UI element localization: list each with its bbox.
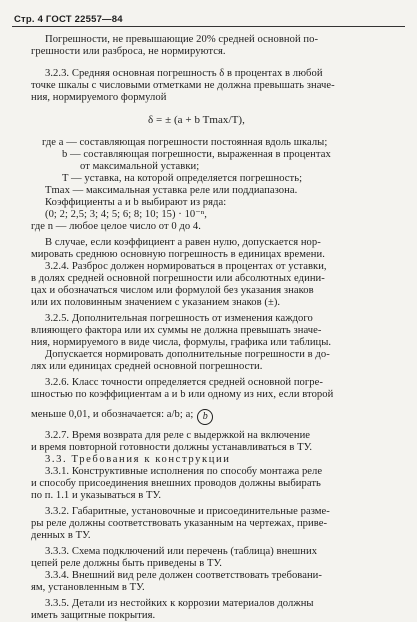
text-line: 3.3. Требования к конструкции (45, 454, 231, 465)
text-line: денных в ТУ. (31, 530, 91, 541)
header-rule (12, 26, 405, 27)
text-line: и время повторной готовности должны устанавливаться в ТУ. (31, 442, 313, 453)
text-line: по п. 1.1 и указываться в ТУ. (31, 490, 162, 501)
text-line: 3.3.1. Конструктивные исполнения по способу монтажа реле (45, 466, 323, 477)
text-line: где n — любое целое число от 0 до 4. (31, 221, 201, 232)
class-symbol-circle: b (197, 409, 213, 425)
text-line: цепей реле должны быть приведены в ТУ. (31, 558, 223, 569)
page-header: Стр. 4 ГОСТ 22557—84 (14, 14, 123, 25)
text-line: иметь защитные покрытия. (31, 610, 156, 621)
text-line: 3.2.4. Разброс должен нормироваться в процентах от уставки, (45, 261, 327, 272)
text-line: грешности или разброса, не нормируются. (31, 46, 226, 57)
text-line: 3.3.5. Детали из нестойких к коррозии материалов должны (45, 598, 314, 609)
text-line: 3.2.6. Класс точности определяется средней основной погре- (45, 377, 323, 388)
text-line: или их половинным значением с указанием знаков (±). (31, 297, 281, 308)
text-line: δ = ± (a + b Tmax/T), (148, 114, 245, 126)
text-line: влияющего фактора или их суммы не должна превышать значе- (31, 325, 322, 336)
text-line: ния, нормируемого формулой (31, 92, 167, 103)
text-line: и способу присоединения внешних проводов должны выбирать (31, 478, 321, 489)
text-line: точке шкалы с числовыми отметками не должна превышать значе- (31, 80, 335, 91)
text-line: В случае, если коэффициент a равен нулю, допускается нор- (45, 237, 321, 248)
text-line: ям, установленным в ТУ. (31, 582, 145, 593)
text-line: в долях средней основной погрешности или абсолютных едини- (31, 273, 325, 284)
text-line: 3.3.4. Внешний вид реле должен соответствовать требовани- (45, 570, 322, 581)
text-line: 3.3.2. Габаритные, установочные и присоединительные разме- (45, 506, 330, 517)
text-line: 3.2.3. Средняя основная погрешность δ в процентах в любой (45, 68, 323, 79)
text-line: от максимальной уставки; (80, 161, 200, 172)
text-line: мировать среднюю основную погрешность в единицах времени. (31, 249, 325, 260)
text-line: Tmax — максимальная уставка реле или поддиапазона. (45, 185, 298, 196)
text-line: меньше 0,01, и обозначается: a/b; a; b (31, 409, 213, 425)
text-line: T — уставка, на которой определяется погрешность; (62, 173, 303, 184)
text-line: где a — составляющая погрешности постоянная вдоль шкалы; (42, 137, 328, 148)
text-line: лях или единицах средней основной погрешности. (31, 361, 263, 372)
text-line: ния, нормируемого в виде числа, формулы, графика или таблицы. (31, 337, 332, 348)
text-line: ры реле должны соответствовать указанным на чертежах, приве- (31, 518, 328, 529)
text-line: 3.2.7. Время возврата для реле с выдержкой на включение (45, 430, 311, 441)
text-line: Погрешности, не превышающие 20% средней основной по- (45, 34, 319, 45)
text-line: (0; 2; 2,5; 3; 4; 5; 6; 8; 10; 15) · 10⁻ⁿ, (45, 209, 207, 220)
text-line: Коэффициенты a и b выбирают из ряда: (45, 197, 227, 208)
text-line: шностью по коэффициентам a и b или одному из них, если второй (31, 389, 334, 400)
text-line: 3.2.5. Дополнительная погрешность от изменения каждого (45, 313, 313, 324)
text-line: Допускается нормировать дополнительные погрешности в до- (45, 349, 330, 360)
text-line: b — составляющая погрешности, выраженная в процентах (62, 149, 331, 160)
text-line: цах и обозначаться числом или формулой без указания знаков (31, 285, 314, 296)
text-line: 3.3.3. Схема подключений или перечень (таблица) внешних (45, 546, 318, 557)
